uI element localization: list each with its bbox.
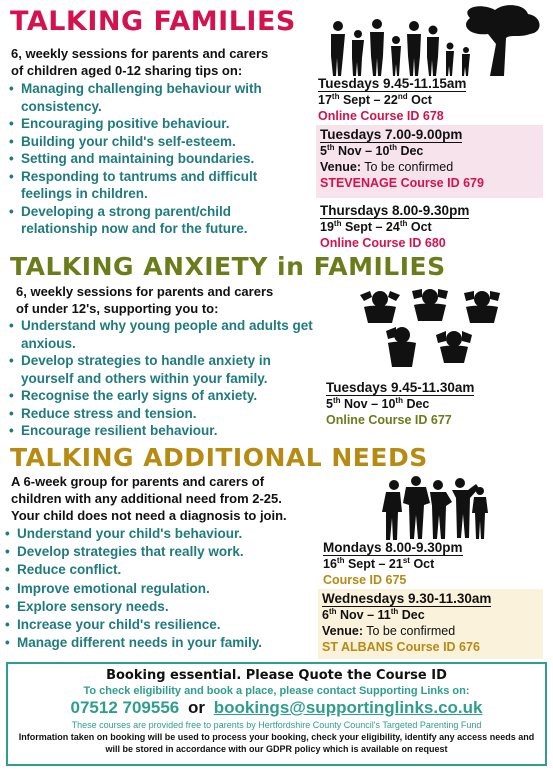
course-id: Course ID 675 — [323, 573, 407, 587]
section-title-anxiety: TALKING ANXIETY in FAMILIES — [10, 252, 446, 281]
course-id: STEVENAGE Course ID 679 — [320, 176, 484, 190]
group-silhouette-icon — [380, 475, 490, 541]
family-silhouette-icon — [320, 4, 545, 76]
course-id: Online Course ID 680 — [320, 236, 446, 250]
session-dates: 6th Nov – 11th Dec — [322, 606, 425, 622]
families-intro-line2: of children aged 0-12 sharing tips on: — [11, 63, 243, 78]
course-id: Online Course ID 677 — [326, 413, 452, 427]
additional-intro-line3: Your child does not need a diagnosis to join. — [11, 508, 287, 523]
session-day: Tuesdays 7.00-9.00pm — [320, 127, 463, 142]
gdpr-note: Information taken on booking will be used to process your booking, check your eligibility, identify any access needs and will be stored in accordance with our GDPR policy which is available on request — [18, 732, 535, 754]
section-title-families: TALKING FAMILIES — [10, 6, 296, 37]
anxious-people-silhouette-icon — [350, 287, 510, 367]
session-venue: Venue: To be confirmed — [320, 160, 454, 174]
booking-contact: To check eligibility and book a place, please contact Supporting Links on: — [83, 685, 470, 697]
families-intro — [11, 45, 311, 79]
funding-note: These courses are provided free to parents by Hertfordshire County Council's Targeted Parenting Fund — [71, 720, 482, 730]
additional-bullet-list — [4, 525, 314, 652]
list-item: • Reduce stress and tension. — [8, 405, 313, 423]
session-dates: 17th Sept – 22nd Oct — [318, 91, 432, 107]
session-dates: 5th Nov – 10th Dec — [326, 395, 430, 411]
anxiety-intro — [16, 283, 316, 317]
list-item: • Develop strategies that really work. — [4, 543, 314, 561]
session-day: Wednesdays 9.30-11.30am — [322, 591, 492, 606]
email-link[interactable]: bookings@supportinglinks.co.uk — [213, 698, 483, 717]
list-item: • Recognise the early signs of anxiety. — [8, 387, 313, 405]
additional-intro-line1: A 6-week group for parents and carers of — [11, 474, 265, 489]
list-item: • Understand your child's behaviour. — [4, 525, 314, 543]
session-venue: Venue: To be confirmed — [322, 624, 456, 638]
contact-line: 07512 709556 or bookings@supportinglinks.co.uk — [70, 698, 483, 717]
session-day: Tuesdays 9.45-11.15am — [318, 76, 467, 91]
course-id: ST ALBANS Course ID 676 — [322, 640, 480, 654]
list-item: • Encourage resilient behaviour. — [8, 422, 313, 440]
list-item: • Develop strategies to handle anxiety in yourself and others within your family. — [8, 352, 313, 387]
booking-essential: Booking essential. Please Quote the Course ID — [106, 668, 447, 683]
additional-session-1 — [323, 540, 541, 588]
session-day: Mondays 8.00-9.30pm — [323, 540, 463, 555]
list-item: • Reduce conflict. — [4, 561, 314, 579]
anxiety-intro-line2: of under 12's, supporting you to: — [16, 301, 219, 316]
course-id: Online Course ID 678 — [318, 109, 444, 123]
list-item: • Setting and maintaining boundaries. — [8, 150, 310, 168]
additional-intro-line2: children with any additional need from 2-25. — [11, 491, 282, 506]
anxiety-session — [326, 380, 541, 428]
phone-number[interactable]: 07512 709556 — [70, 698, 180, 717]
additional-session-2 — [318, 589, 543, 659]
session-dates: 19th Sept – 24th Oct — [320, 218, 432, 234]
section-title-additional: TALKING ADDITIONAL NEEDS — [10, 443, 428, 472]
anxiety-intro-line1: 6, weekly sessions for parents and carers — [16, 284, 274, 299]
list-item: • Understand why young people and adults get anxious. — [8, 317, 313, 352]
families-session-2 — [316, 125, 543, 198]
session-dates: 16th Sept – 21st Oct — [323, 555, 435, 571]
list-item: • Managing challenging behaviour with consistency. — [8, 80, 310, 115]
list-item: • Increase your child's resilience. — [4, 616, 314, 634]
additional-intro — [11, 473, 323, 524]
list-item: • Developing a strong parent/child relationship now and for the future. — [8, 203, 310, 238]
booking-footer — [6, 662, 547, 766]
list-item: • Encouraging positive behaviour. — [8, 115, 310, 133]
session-dates: 5th Nov – 10th Dec — [320, 142, 424, 158]
list-item: • Responding to tantrums and difficult feelings in children. — [8, 168, 310, 203]
families-intro-line1: 6, weekly sessions for parents and carers — [11, 46, 269, 61]
families-session-1 — [318, 76, 536, 124]
session-day: Thursdays 8.00-9.30pm — [320, 203, 470, 218]
families-session-3 — [320, 203, 538, 251]
session-day: Tuesdays 9.45-11.30am — [326, 380, 475, 395]
list-item: • Improve emotional regulation. — [4, 580, 314, 598]
families-bullet-list — [8, 80, 310, 238]
list-item: • Explore sensory needs. — [4, 598, 314, 616]
list-item: • Building your child's self-esteem. — [8, 133, 310, 151]
anxiety-bullet-list — [8, 317, 313, 440]
list-item: • Manage different needs in your family. — [4, 634, 314, 652]
